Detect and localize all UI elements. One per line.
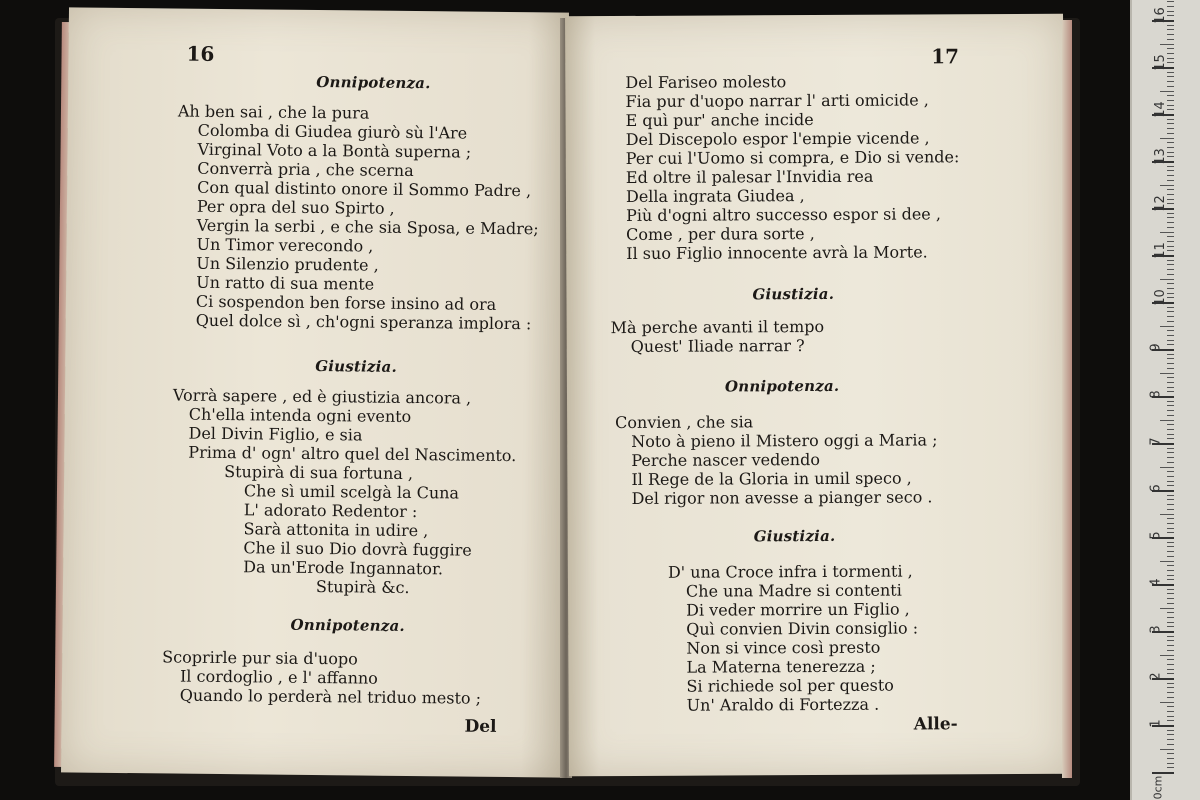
verse-line: Non si vince così presto bbox=[686, 637, 881, 658]
ruler-tick bbox=[1167, 622, 1174, 623]
ruler-number: 2 bbox=[1148, 672, 1164, 681]
ruler-number: 4 bbox=[1148, 578, 1164, 587]
verse-line: Colomba di Giudea giurò sù l'Are bbox=[197, 120, 468, 143]
verse-line: E quì pur' anche incide bbox=[625, 110, 814, 130]
ruler-tick bbox=[1167, 495, 1174, 496]
verse-line: Converrà pria , che scerna bbox=[197, 158, 414, 181]
ruler-tick bbox=[1167, 166, 1174, 167]
ruler-tick bbox=[1167, 734, 1174, 735]
speaker-heading: Giustizia. bbox=[315, 357, 398, 376]
ruler-tick bbox=[1167, 34, 1174, 35]
ruler-tick bbox=[1160, 420, 1174, 421]
right-page bbox=[565, 14, 1067, 777]
verse-line: Che il suo Dio dovrà fuggire bbox=[243, 538, 472, 560]
ruler-number: 16 bbox=[1152, 7, 1168, 24]
verse-line: Noto à pieno il Mistero oggi a Maria ; bbox=[631, 430, 938, 451]
ruler-tick bbox=[1167, 650, 1174, 651]
verse-line: Si richiede sol per questo bbox=[686, 675, 894, 696]
ruler-tick bbox=[1167, 222, 1174, 223]
ruler-tick bbox=[1167, 457, 1174, 458]
ruler-tick bbox=[1167, 706, 1174, 707]
verse-line: Convien , che sia bbox=[615, 412, 754, 433]
ruler-tick bbox=[1167, 368, 1174, 369]
ruler-tick bbox=[1167, 565, 1174, 566]
verse-line: Virginal Voto a la Bontà superna ; bbox=[197, 139, 472, 162]
ruler-tick bbox=[1167, 673, 1174, 674]
ruler-tick bbox=[1167, 617, 1174, 618]
ruler-number: 12 bbox=[1152, 195, 1168, 212]
speaker-heading: Onnipotenza. bbox=[316, 72, 431, 93]
ruler-tick bbox=[1167, 434, 1174, 435]
ruler-tick bbox=[1167, 471, 1174, 472]
ruler-tick bbox=[1167, 664, 1174, 665]
catchword: Alle- bbox=[913, 714, 958, 735]
verse-line: Che una Madre si contenti bbox=[685, 580, 902, 601]
ruler-tick bbox=[1167, 25, 1174, 26]
ruler-tick bbox=[1167, 387, 1174, 388]
ruler-tick bbox=[1167, 330, 1174, 331]
verse-line: Che sì umil scelgà la Cuna bbox=[243, 481, 460, 503]
ruler-tick bbox=[1167, 415, 1174, 416]
ruler-tick bbox=[1167, 570, 1174, 571]
ruler-tick bbox=[1160, 655, 1174, 656]
ruler-tick bbox=[1160, 608, 1174, 609]
ruler-tick bbox=[1167, 626, 1174, 627]
verse-line: Sarà attonita in udire , bbox=[243, 519, 429, 541]
ruler-tick bbox=[1167, 485, 1174, 486]
ruler-tick bbox=[1160, 561, 1174, 562]
ruler-tick bbox=[1167, 269, 1174, 270]
ruler-tick bbox=[1167, 391, 1174, 392]
ruler-tick bbox=[1167, 476, 1174, 477]
ruler-tick bbox=[1167, 575, 1174, 576]
verse-line: Quando lo perderà nel triduo mesto ; bbox=[179, 685, 482, 708]
ruler-tick bbox=[1167, 133, 1174, 134]
ruler-tick bbox=[1167, 109, 1174, 110]
ruler-tick bbox=[1167, 29, 1174, 30]
ruler-tick bbox=[1167, 546, 1174, 547]
ruler-tick bbox=[1167, 76, 1174, 77]
ruler-tick bbox=[1160, 326, 1174, 327]
ruler-tick bbox=[1160, 138, 1174, 139]
ruler-tick bbox=[1167, 401, 1174, 402]
ruler-tick bbox=[1152, 772, 1174, 774]
verse-line: D' una Croce infra i tormenti , bbox=[667, 561, 913, 582]
ruler-tick bbox=[1167, 58, 1174, 59]
ruler-tick bbox=[1167, 86, 1174, 87]
verse-line: Quest' Iliade narrar ? bbox=[630, 336, 805, 356]
ruler-tick bbox=[1167, 358, 1174, 359]
ruler-tick bbox=[1167, 697, 1174, 698]
ruler-tick bbox=[1167, 410, 1174, 411]
ruler-tick bbox=[1167, 523, 1174, 524]
ruler-tick bbox=[1167, 72, 1174, 73]
ruler-tick bbox=[1167, 199, 1174, 200]
ruler-tick bbox=[1167, 499, 1174, 500]
verse-line: Ch'ella intenda ogni evento bbox=[188, 404, 412, 427]
ruler-tick bbox=[1167, 579, 1174, 580]
ruler-tick bbox=[1167, 636, 1174, 637]
ruler-number: 15 bbox=[1152, 54, 1168, 71]
left-page-number: 16 bbox=[186, 41, 215, 66]
ruler-tick bbox=[1167, 645, 1174, 646]
speaker-heading: Giustizia. bbox=[752, 284, 835, 304]
right-page-number: 17 bbox=[931, 44, 960, 69]
ruler-tick bbox=[1167, 321, 1174, 322]
ruler-tick bbox=[1167, 152, 1174, 153]
ruler-tick bbox=[1167, 669, 1174, 670]
verse-line: Del rigor non avesse a pianger seco . bbox=[631, 487, 933, 508]
ruler-tick bbox=[1167, 683, 1174, 684]
ruler-tick bbox=[1167, 246, 1174, 247]
verse-line: Del Divin Figlio, e sia bbox=[188, 423, 363, 445]
ruler-tick bbox=[1167, 687, 1174, 688]
ruler-tick bbox=[1160, 373, 1174, 374]
ruler-tick bbox=[1167, 758, 1174, 759]
ruler-tick bbox=[1167, 53, 1174, 54]
ruler-tick bbox=[1167, 128, 1174, 129]
ruler-tick bbox=[1167, 123, 1174, 124]
ruler-tick bbox=[1167, 744, 1174, 745]
ruler-tick bbox=[1167, 593, 1174, 594]
ruler-tick bbox=[1167, 429, 1174, 430]
verse-line: Stupirà &c. bbox=[315, 577, 410, 598]
verse-line: Mà perche avanti il tempo bbox=[610, 316, 825, 338]
verse-line: Da un'Erode Ingannator. bbox=[243, 557, 444, 579]
ruler-tick bbox=[1167, 382, 1174, 383]
ruler-number: 5 bbox=[1148, 531, 1164, 540]
ruler-tick bbox=[1167, 640, 1174, 641]
ruler-unit-label: 0cm bbox=[1151, 775, 1165, 800]
ruler-tick bbox=[1167, 95, 1174, 96]
ruler-tick bbox=[1167, 293, 1174, 294]
ruler-tick bbox=[1167, 509, 1174, 510]
ruler-tick bbox=[1167, 39, 1174, 40]
ruler-tick bbox=[1167, 175, 1174, 176]
ruler-number: 14 bbox=[1152, 101, 1168, 118]
ruler-tick bbox=[1167, 260, 1174, 261]
verse-line: Stupirà di sua fortuna , bbox=[224, 462, 414, 484]
verse-line: Un' Araldo di Fortezza . bbox=[686, 694, 880, 715]
ruler-tick bbox=[1167, 119, 1174, 120]
ruler-tick bbox=[1167, 354, 1174, 355]
ruler-tick bbox=[1167, 739, 1174, 740]
ruler-tick bbox=[1167, 227, 1174, 228]
ruler-tick bbox=[1167, 528, 1174, 529]
verse-line: Come , per dura sorte , bbox=[626, 224, 815, 244]
ruler-tick bbox=[1167, 763, 1174, 764]
ruler-tick bbox=[1167, 105, 1174, 106]
ruler-tick bbox=[1167, 1, 1174, 2]
ruler-tick bbox=[1167, 612, 1174, 613]
ruler-tick bbox=[1167, 405, 1174, 406]
verse-line: Scoprirle pur sia d'uopo bbox=[162, 647, 358, 669]
ruler-tick bbox=[1167, 217, 1174, 218]
ruler-tick bbox=[1167, 274, 1174, 275]
ruler-tick bbox=[1167, 589, 1174, 590]
ruler-tick bbox=[1160, 702, 1174, 703]
ruler-tick bbox=[1167, 236, 1174, 237]
ruler-tick bbox=[1167, 363, 1174, 364]
ruler-tick bbox=[1167, 532, 1174, 533]
ruler-tick bbox=[1167, 452, 1174, 453]
verse-line: Il suo Figlio innocente avrà la Morte. bbox=[626, 242, 928, 263]
ruler-tick bbox=[1167, 504, 1174, 505]
ruler-tick bbox=[1167, 142, 1174, 143]
ruler-tick bbox=[1167, 730, 1174, 731]
ruler-tick bbox=[1167, 297, 1174, 298]
verse-line: Della ingrata Giudea , bbox=[625, 186, 805, 206]
ruler-tick bbox=[1167, 551, 1174, 552]
ruler-tick bbox=[1167, 481, 1174, 482]
verse-line: Per cui l'Uomo si compra, e Dio si vende: bbox=[625, 147, 960, 168]
ruler-tick bbox=[1167, 720, 1174, 721]
ruler-tick bbox=[1167, 213, 1174, 214]
ruler-tick bbox=[1167, 603, 1174, 604]
ruler-tick bbox=[1160, 279, 1174, 280]
verse-line: Con qual distinto onore il Sommo Padre , bbox=[197, 177, 532, 201]
verse-line: Di veder morrire un Figlio , bbox=[686, 599, 910, 620]
catchword: Del bbox=[464, 716, 497, 737]
ruler-tick bbox=[1167, 189, 1174, 190]
ruler-tick bbox=[1167, 377, 1174, 378]
ruler-number: 10 bbox=[1152, 289, 1168, 306]
ruler-tick bbox=[1167, 147, 1174, 148]
ruler-tick bbox=[1167, 716, 1174, 717]
ruler-tick bbox=[1167, 344, 1174, 345]
verse-line: Un ratto di sua mente bbox=[196, 272, 375, 294]
ruler-tick bbox=[1167, 203, 1174, 204]
ruler-number: 9 bbox=[1148, 343, 1164, 352]
ruler-tick bbox=[1167, 283, 1174, 284]
ruler-tick bbox=[1167, 241, 1174, 242]
ruler-tick bbox=[1167, 659, 1174, 660]
ruler-tick bbox=[1167, 340, 1174, 341]
verse-line: Perche nascer vedendo bbox=[631, 449, 820, 470]
ruler-tick bbox=[1167, 711, 1174, 712]
speaker-heading: Onnipotenza. bbox=[290, 615, 405, 635]
ruler-tick bbox=[1167, 194, 1174, 195]
ruler-number: 1 bbox=[1148, 719, 1164, 728]
speaker-heading: Onnipotenza. bbox=[724, 376, 840, 396]
verse-line: Quì convien Divin consiglio : bbox=[686, 618, 919, 639]
ruler-tick bbox=[1167, 311, 1174, 312]
ruler-tick bbox=[1160, 467, 1174, 468]
ruler-tick bbox=[1160, 514, 1174, 515]
verse-line: Ed oltre il palesar l'Invidia rea bbox=[625, 166, 874, 187]
verse-line: La Materna tenerezza ; bbox=[686, 656, 876, 677]
verse-line: Ci sospendon ben forse insino ad ora bbox=[195, 291, 497, 314]
ruler-tick bbox=[1167, 81, 1174, 82]
verse-line: Prima d' ogn' altro quel del Nascimento. bbox=[188, 442, 517, 466]
ruler-tick bbox=[1167, 307, 1174, 308]
speaker-heading: Giustizia. bbox=[753, 526, 836, 546]
verse-line: L' adorato Redentor : bbox=[243, 500, 418, 522]
right-page-edge bbox=[1062, 20, 1072, 778]
ruler-tick bbox=[1167, 100, 1174, 101]
ruler-tick bbox=[1167, 288, 1174, 289]
ruler-number: 3 bbox=[1148, 625, 1164, 634]
left-page bbox=[61, 7, 569, 777]
ruler-number: 7 bbox=[1148, 437, 1164, 446]
ruler-tick bbox=[1167, 48, 1174, 49]
verse-line: Più d'ogni altro successo espor si dee , bbox=[626, 204, 941, 225]
ruler-tick bbox=[1167, 62, 1174, 63]
verse-line: Fia pur d'uopo narrar l' arti omicide , bbox=[625, 90, 929, 111]
ruler-tick bbox=[1160, 749, 1174, 750]
ruler-tick bbox=[1167, 264, 1174, 265]
ruler-number: 11 bbox=[1152, 242, 1168, 259]
ruler-number: 8 bbox=[1148, 390, 1164, 399]
ruler-tick bbox=[1167, 15, 1174, 16]
ruler-tick bbox=[1167, 448, 1174, 449]
measuring-ruler bbox=[1130, 0, 1200, 800]
ruler-tick bbox=[1167, 767, 1174, 768]
ruler-tick bbox=[1167, 11, 1174, 12]
ruler-tick bbox=[1167, 753, 1174, 754]
ruler-number: 6 bbox=[1148, 484, 1164, 493]
ruler-tick bbox=[1167, 316, 1174, 317]
ruler-tick bbox=[1160, 44, 1174, 45]
ruler-tick bbox=[1160, 185, 1174, 186]
verse-line: Un Timor verecondo , bbox=[196, 234, 374, 256]
ruler-tick bbox=[1167, 542, 1174, 543]
ruler-tick bbox=[1167, 156, 1174, 157]
ruler-number: 13 bbox=[1152, 148, 1168, 165]
ruler-tick bbox=[1167, 556, 1174, 557]
ruler-tick bbox=[1167, 335, 1174, 336]
ruler-tick bbox=[1167, 250, 1174, 251]
ruler-tick bbox=[1160, 91, 1174, 92]
verse-line: Del Fariseo molesto bbox=[625, 72, 787, 92]
ruler-tick bbox=[1167, 438, 1174, 439]
ruler-tick bbox=[1167, 598, 1174, 599]
verse-line: Ah ben sai , che la pura bbox=[177, 101, 370, 123]
verse-line: Del Discepolo espor l'empie vicende , bbox=[625, 128, 930, 149]
ruler-tick bbox=[1167, 462, 1174, 463]
ruler-tick bbox=[1167, 180, 1174, 181]
verse-line: Vergin la serbi , e che sia Sposa, e Madre; bbox=[196, 215, 539, 239]
verse-line: Il cordoglio , e l' affanno bbox=[179, 666, 378, 688]
ruler-tick bbox=[1167, 6, 1174, 7]
ruler-tick bbox=[1160, 232, 1174, 233]
verse-line: Un Silenzio prudente , bbox=[196, 253, 379, 275]
verse-line: Vorrà sapere , ed è giustizia ancora , bbox=[172, 385, 472, 408]
verse-line: Il Rege de la Gloria in umil speco , bbox=[631, 468, 912, 489]
ruler-tick bbox=[1167, 692, 1174, 693]
ruler-tick bbox=[1167, 170, 1174, 171]
ruler-tick bbox=[1167, 518, 1174, 519]
ruler-tick bbox=[1167, 424, 1174, 425]
verse-line: Quel dolce sì , ch'ogni speranza implora : bbox=[195, 310, 532, 334]
verse-line: Per opra del suo Spirto , bbox=[196, 196, 395, 218]
